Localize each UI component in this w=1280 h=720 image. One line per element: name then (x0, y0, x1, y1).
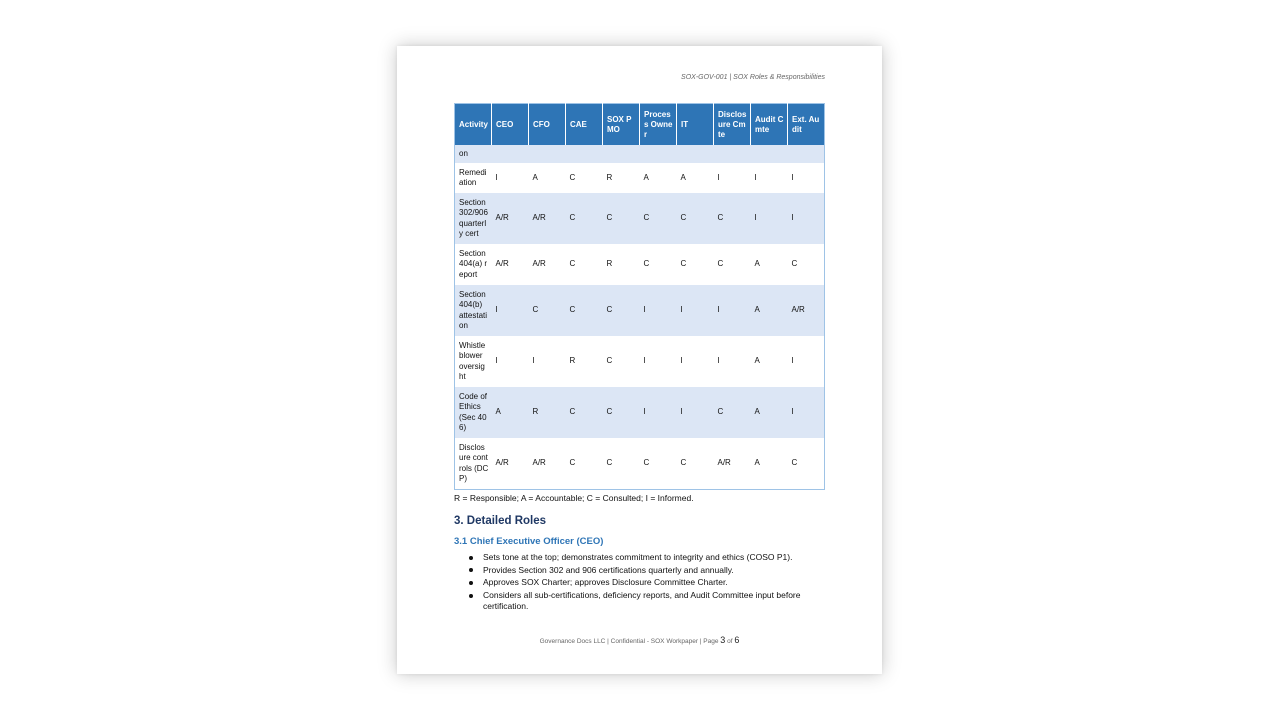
table-cell: A (677, 163, 714, 193)
table-cell: I (788, 163, 825, 193)
table-cell: A (751, 244, 788, 285)
table-row (455, 336, 825, 387)
table-cell: C (603, 387, 640, 438)
table-row (455, 244, 825, 285)
table-cell: A (751, 438, 788, 490)
table-cell: R (603, 163, 640, 193)
table-cell: I (751, 163, 788, 193)
list-item (467, 552, 827, 563)
table-cell-activity: Whistleblower oversight (455, 336, 492, 387)
table-cell: I (788, 193, 825, 244)
column-header-sox-pmo: SOX PMO (603, 104, 640, 146)
table-cell: C (677, 438, 714, 490)
table-cell: R (603, 244, 640, 285)
table-cell: C (566, 285, 603, 336)
table-cell: I (529, 336, 566, 387)
total-pages: 6 (734, 635, 740, 645)
table-cell: A/R (492, 438, 529, 490)
table-cell: I (492, 163, 529, 193)
table-row (455, 285, 825, 336)
table-cell: A (492, 387, 529, 438)
column-header-it: IT (677, 104, 714, 146)
table-cell: A/R (788, 285, 825, 336)
raci-legend: R = Responsible; A = Accountable; C = Consulted; I = Informed. (454, 493, 694, 503)
footer-of-label: of (727, 638, 733, 645)
column-header-activity: Activity (455, 104, 492, 146)
table-cell: I (677, 336, 714, 387)
table-cell-activity: on (455, 145, 492, 163)
list-item-text: Considers all sub-certifications, deficiency reports, and Audit Committee input before certification. (483, 590, 801, 611)
table-cell: C (566, 163, 603, 193)
table-cell-activity: Disclosure controls (DCP) (455, 438, 492, 490)
table-cell: C (640, 244, 677, 285)
table-cell: I (788, 336, 825, 387)
table-cell: I (677, 387, 714, 438)
bullet-icon (469, 556, 473, 560)
ceo-responsibilities-list (467, 552, 827, 613)
table-cell: A (751, 285, 788, 336)
table-cell: A (751, 336, 788, 387)
column-header-process-owner: Process Owner (640, 104, 677, 146)
table-cell: C (714, 193, 751, 244)
table-cell: C (603, 438, 640, 490)
table-cell: A (529, 163, 566, 193)
table-cell: A/R (529, 244, 566, 285)
table-cell: A/R (529, 438, 566, 490)
page-footer (397, 635, 882, 645)
list-item-text: Provides Section 302 and 906 certifications quarterly and annually. (483, 564, 734, 575)
table-cell: A/R (492, 193, 529, 244)
section-heading: 3. Detailed Roles (454, 515, 547, 527)
list-item (467, 577, 827, 588)
table-cell: I (492, 336, 529, 387)
table-row (455, 438, 825, 490)
table-cell: C (677, 193, 714, 244)
list-item-text: Approves SOX Charter; approves Disclosure Committee Charter. (483, 577, 728, 588)
table-cell: R (566, 336, 603, 387)
table-cell: A/R (714, 438, 751, 490)
table-header-row (455, 104, 825, 146)
table-cell-activity: Code of Ethics (Sec 406) (455, 387, 492, 438)
table-row-continuation (455, 145, 825, 163)
column-header-cae: CAE (566, 104, 603, 146)
table-cell: A/R (529, 193, 566, 244)
table-cell: C (566, 387, 603, 438)
document-page (397, 46, 882, 674)
bullet-icon (469, 594, 473, 598)
column-header-ext-audit: Ext. Audit (788, 104, 825, 146)
table-cell: I (640, 336, 677, 387)
table-cell: C (603, 193, 640, 244)
bullet-icon (469, 581, 473, 585)
table-cell: C (788, 244, 825, 285)
raci-matrix-table (454, 103, 825, 490)
bullet-icon (469, 568, 473, 572)
table-cell: I (640, 285, 677, 336)
page-number: 3 (720, 635, 726, 645)
table-cell: A (751, 387, 788, 438)
table-cell-activity: Remediation (455, 163, 492, 193)
table-cell: I (492, 285, 529, 336)
table-cell: C (529, 285, 566, 336)
table-cell: I (788, 387, 825, 438)
column-header-ceo: CEO (492, 104, 529, 146)
table-cell: C (714, 387, 751, 438)
subsection-heading: 3.1 Chief Executive Officer (CEO) (454, 536, 604, 547)
table-cell: C (714, 244, 751, 285)
table-cell: C (603, 336, 640, 387)
table-cell: C (566, 244, 603, 285)
table-cell: A (640, 163, 677, 193)
table-cell: I (714, 163, 751, 193)
column-header-audit-cmte: Audit Cmte (751, 104, 788, 146)
table-cell: C (566, 193, 603, 244)
table-cell: C (640, 193, 677, 244)
table-cell: R (529, 387, 566, 438)
list-item (467, 590, 827, 611)
list-item (467, 565, 827, 576)
table-cell: C (788, 438, 825, 490)
table-cell: I (640, 387, 677, 438)
table-cell-activity: Section 404(b) attestation (455, 285, 492, 336)
column-header-disclosure-cmte: Disclosure Cmte (714, 104, 751, 146)
table-cell: C (566, 438, 603, 490)
table-cell-activity: Section 302/906 quarterly cert (455, 193, 492, 244)
list-item-text: Sets tone at the top; demonstrates commitment to integrity and ethics (COSO P1). (483, 552, 793, 562)
table-cell: I (751, 193, 788, 244)
table-cell: I (677, 285, 714, 336)
running-header: SOX-GOV-001 | SOX Roles & Responsibilities (681, 74, 825, 81)
footer-text: Governance Docs LLC | Confidential - SOX Workpaper | Page (539, 638, 719, 645)
table-cell: C (603, 285, 640, 336)
table-cell: A/R (492, 244, 529, 285)
table-cell: C (677, 244, 714, 285)
table-cell: I (714, 336, 751, 387)
table-row (455, 163, 825, 193)
table-cell: I (714, 285, 751, 336)
table-cell-activity: Section 404(a) report (455, 244, 492, 285)
table-row (455, 193, 825, 244)
table-cell: C (640, 438, 677, 490)
column-header-cfo: CFO (529, 104, 566, 146)
table-row (455, 387, 825, 438)
